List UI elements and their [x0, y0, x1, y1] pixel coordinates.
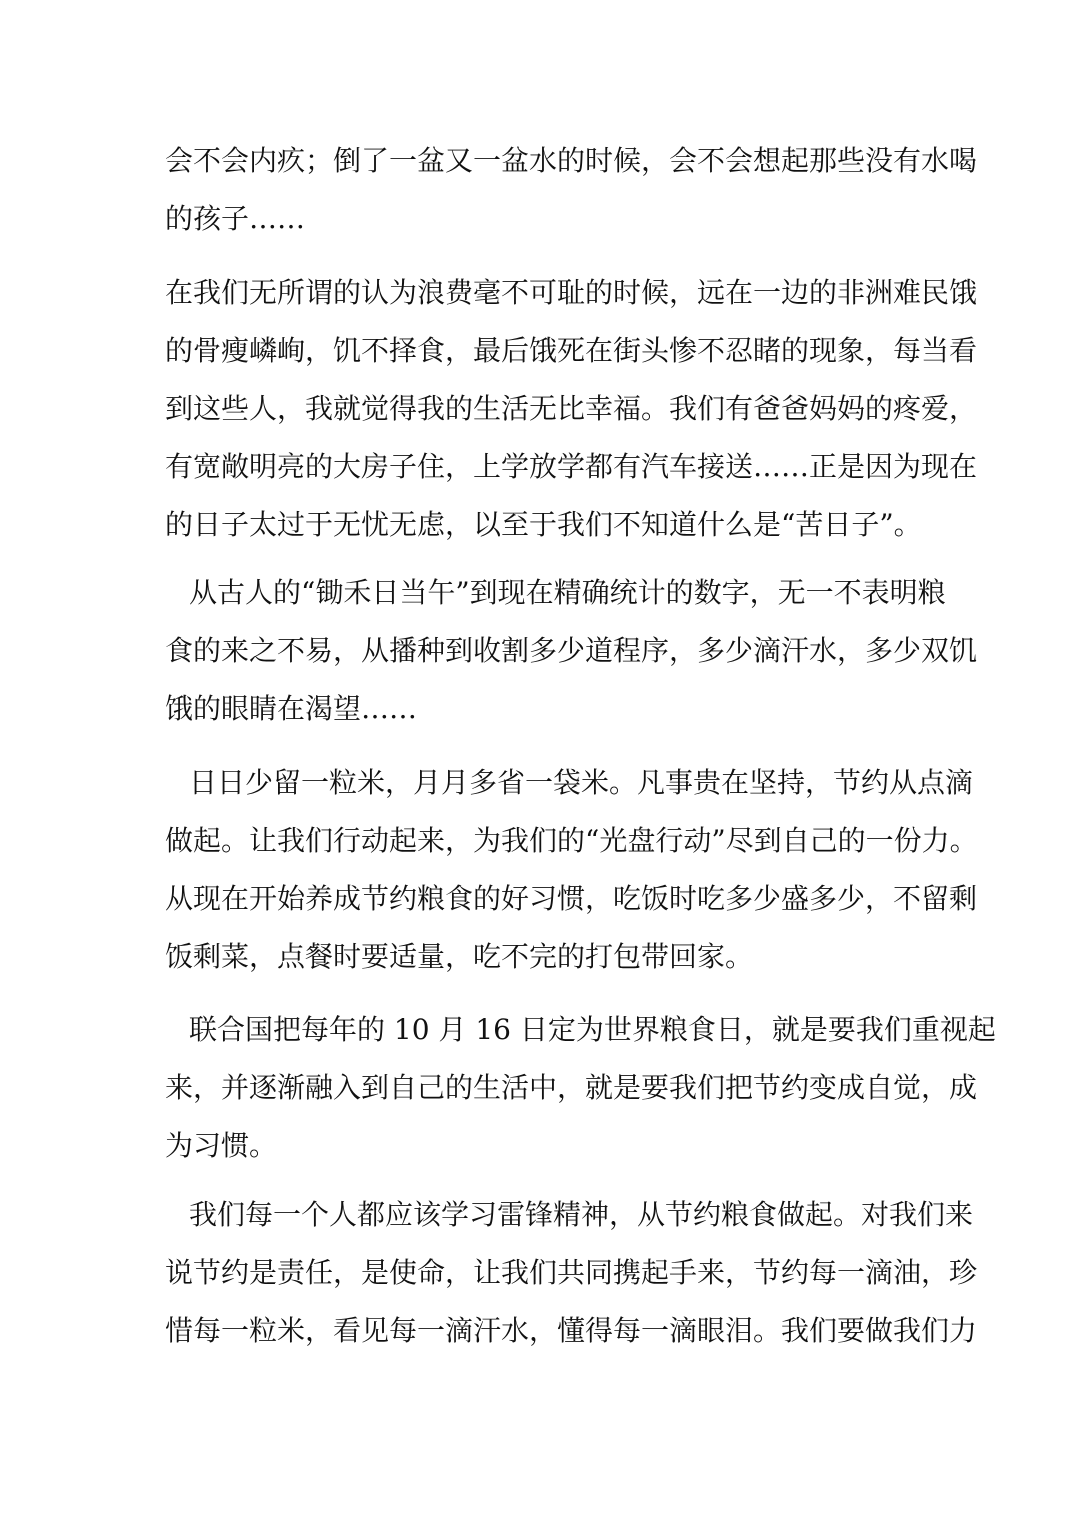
- text-line: 食的来之不易，从播种到收割多少道程序，多少滴汗水，多少双饥: [165, 634, 978, 667]
- text-line: 饿的眼睛在渴望……: [165, 692, 418, 725]
- text-line: 饭剩菜，点餐时要适量，吃不完的打包带回家。: [165, 940, 754, 973]
- text-line: 的日子太过于无忧无虑，以至于我们不知道什么是“苦日子”。: [165, 508, 922, 541]
- text-line: 的孩子……: [165, 202, 306, 235]
- text-line: 在我们无所谓的认为浪费毫不可耻的时候，远在一边的非洲难民饿: [165, 276, 978, 309]
- text-line: 来，并逐渐融入到自己的生活中，就是要我们把节约变成自觉，成: [165, 1071, 978, 1104]
- text-line: 做起。让我们行动起来，为我们的“光盘行动”尽到自己的一份力。: [165, 824, 978, 857]
- text-line: 惜每一粒米，看见每一滴汗水，懂得每一滴眼泪。我们要做我们力: [165, 1314, 978, 1347]
- text-line: 从现在开始养成节约粮食的好习惯，吃饭时吃多少盛多少，不留剩: [165, 882, 978, 915]
- text-line: 我们每一个人都应该学习雷锋精神，从节约粮食做起。对我们来: [189, 1198, 974, 1231]
- text-line: 联合国把每年的 10 月 16 日定为世界粮食日，就是要我们重视起: [189, 1013, 996, 1046]
- text-line: 说节约是责任，是使命，让我们共同携起手来，节约每一滴油，珍: [165, 1256, 978, 1289]
- text-line: 到这些人，我就觉得我的生活无比幸福。我们有爸爸妈妈的疼爱，: [165, 392, 978, 425]
- text-line: 日日少留一粒米，月月多省一袋米。凡事贵在坚持，节约从点滴: [189, 766, 974, 799]
- text-line: 有宽敞明亮的大房子住，上学放学都有汽车接送……正是因为现在: [165, 450, 978, 483]
- text-line: 为习惯。: [165, 1129, 278, 1162]
- text-line: 从古人的“锄禾日当午”到现在精确统计的数字，无一不表明粮: [189, 576, 946, 609]
- text-line: 会不会内疚；倒了一盆又一盆水的时候，会不会想起那些没有水喝: [165, 144, 978, 177]
- text-line: 的骨瘦嶙峋，饥不择食，最后饿死在街头惨不忍睹的现象，每当看: [165, 334, 978, 367]
